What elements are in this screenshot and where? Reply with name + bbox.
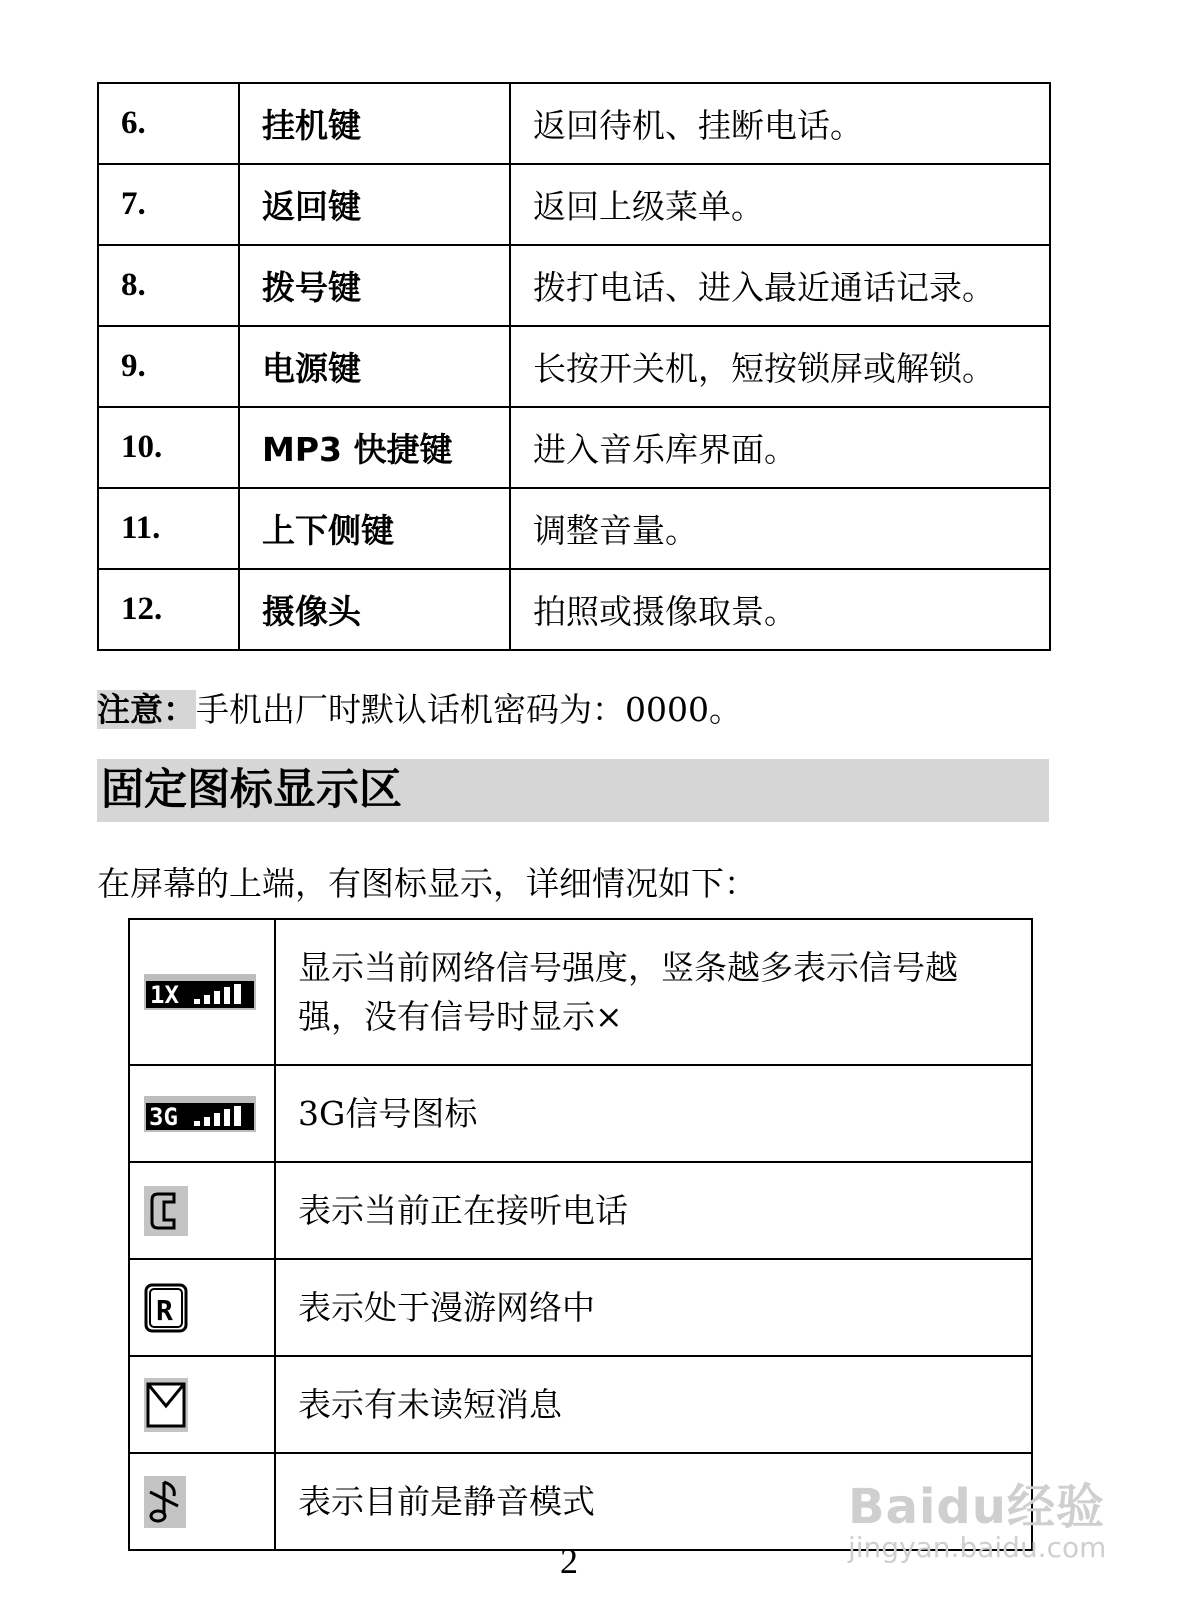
key-description: 长按开关机，短按锁屏或解锁。 <box>510 326 1050 407</box>
key-number: 6. <box>98 83 239 164</box>
table-row <box>98 569 1050 650</box>
icon-cell <box>129 1453 275 1550</box>
key-description: 返回待机、挂断电话。 <box>510 83 1050 164</box>
watermark-url: jingyan.baidu.com <box>848 1531 1107 1564</box>
svg-text:3G: 3G <box>149 1102 178 1131</box>
key-name: MP3 快捷键 <box>239 407 510 488</box>
icon-description: 显示当前网络信号强度，竖条越多表示信号越强，没有信号时显示× <box>275 919 1032 1065</box>
key-number: 11. <box>98 488 239 569</box>
default-password-note <box>97 684 742 731</box>
status-icon-table <box>128 918 1033 1551</box>
baidu-watermark <box>848 1468 1106 1564</box>
key-name: 挂机键 <box>239 83 510 164</box>
note-text: 手机出厂时默认话机密码为：0000。 <box>196 690 742 729</box>
key-number: 12. <box>98 569 239 650</box>
table-row <box>98 326 1050 407</box>
table-row <box>98 83 1050 164</box>
key-number: 7. <box>98 164 239 245</box>
roaming-icon <box>144 1283 188 1333</box>
section-title: 固定图标显示区 <box>97 759 1049 822</box>
key-name: 拨号键 <box>239 245 510 326</box>
table-row <box>129 1065 1032 1162</box>
key-description: 进入音乐库界面。 <box>510 407 1050 488</box>
note-label: 注意： <box>97 690 196 729</box>
key-number: 10. <box>98 407 239 488</box>
key-function-table <box>97 82 1051 651</box>
watermark-brand: Baidu经验 <box>848 1479 1105 1535</box>
call-active-icon <box>144 1186 188 1236</box>
icon-cell <box>129 1259 275 1356</box>
page-number: 2 <box>560 1541 578 1581</box>
key-name: 电源键 <box>239 326 510 407</box>
table-row <box>129 1162 1032 1259</box>
table-row <box>98 488 1050 569</box>
key-description: 调整音量。 <box>510 488 1050 569</box>
key-name: 返回键 <box>239 164 510 245</box>
1x-signal-icon <box>144 974 256 1010</box>
icon-description: 表示有未读短消息 <box>275 1356 1032 1453</box>
key-description: 返回上级菜单。 <box>510 164 1050 245</box>
svg-text:1X: 1X <box>150 981 179 1009</box>
table-row <box>129 1259 1032 1356</box>
key-number: 8. <box>98 245 239 326</box>
icon-cell <box>129 1356 275 1453</box>
unread-message-icon <box>144 1378 188 1432</box>
svg-text:R: R <box>156 1293 173 1327</box>
silent-mode-icon <box>144 1476 186 1528</box>
icon-description: 表示当前正在接听电话 <box>275 1162 1032 1259</box>
table-row <box>129 1356 1032 1453</box>
icon-cell <box>129 1065 275 1162</box>
key-name: 摄像头 <box>239 569 510 650</box>
key-name: 上下侧键 <box>239 488 510 569</box>
icon-description: 3G信号图标 <box>275 1065 1032 1162</box>
table-row <box>98 164 1050 245</box>
table-row <box>98 245 1050 326</box>
icon-cell <box>129 1162 275 1259</box>
icon-description: 表示处于漫游网络中 <box>275 1259 1032 1356</box>
icon-description: 表示目前是静音模式 <box>275 1453 1032 1550</box>
intro-text: 在屏幕的上端，有图标显示，详细情况如下： <box>97 864 757 903</box>
table-row <box>98 407 1050 488</box>
3g-signal-icon <box>144 1096 256 1132</box>
icon-cell <box>129 919 275 1065</box>
table-row <box>129 919 1032 1065</box>
key-description: 拨打电话、进入最近通话记录。 <box>510 245 1050 326</box>
key-description: 拍照或摄像取景。 <box>510 569 1050 650</box>
key-number: 9. <box>98 326 239 407</box>
